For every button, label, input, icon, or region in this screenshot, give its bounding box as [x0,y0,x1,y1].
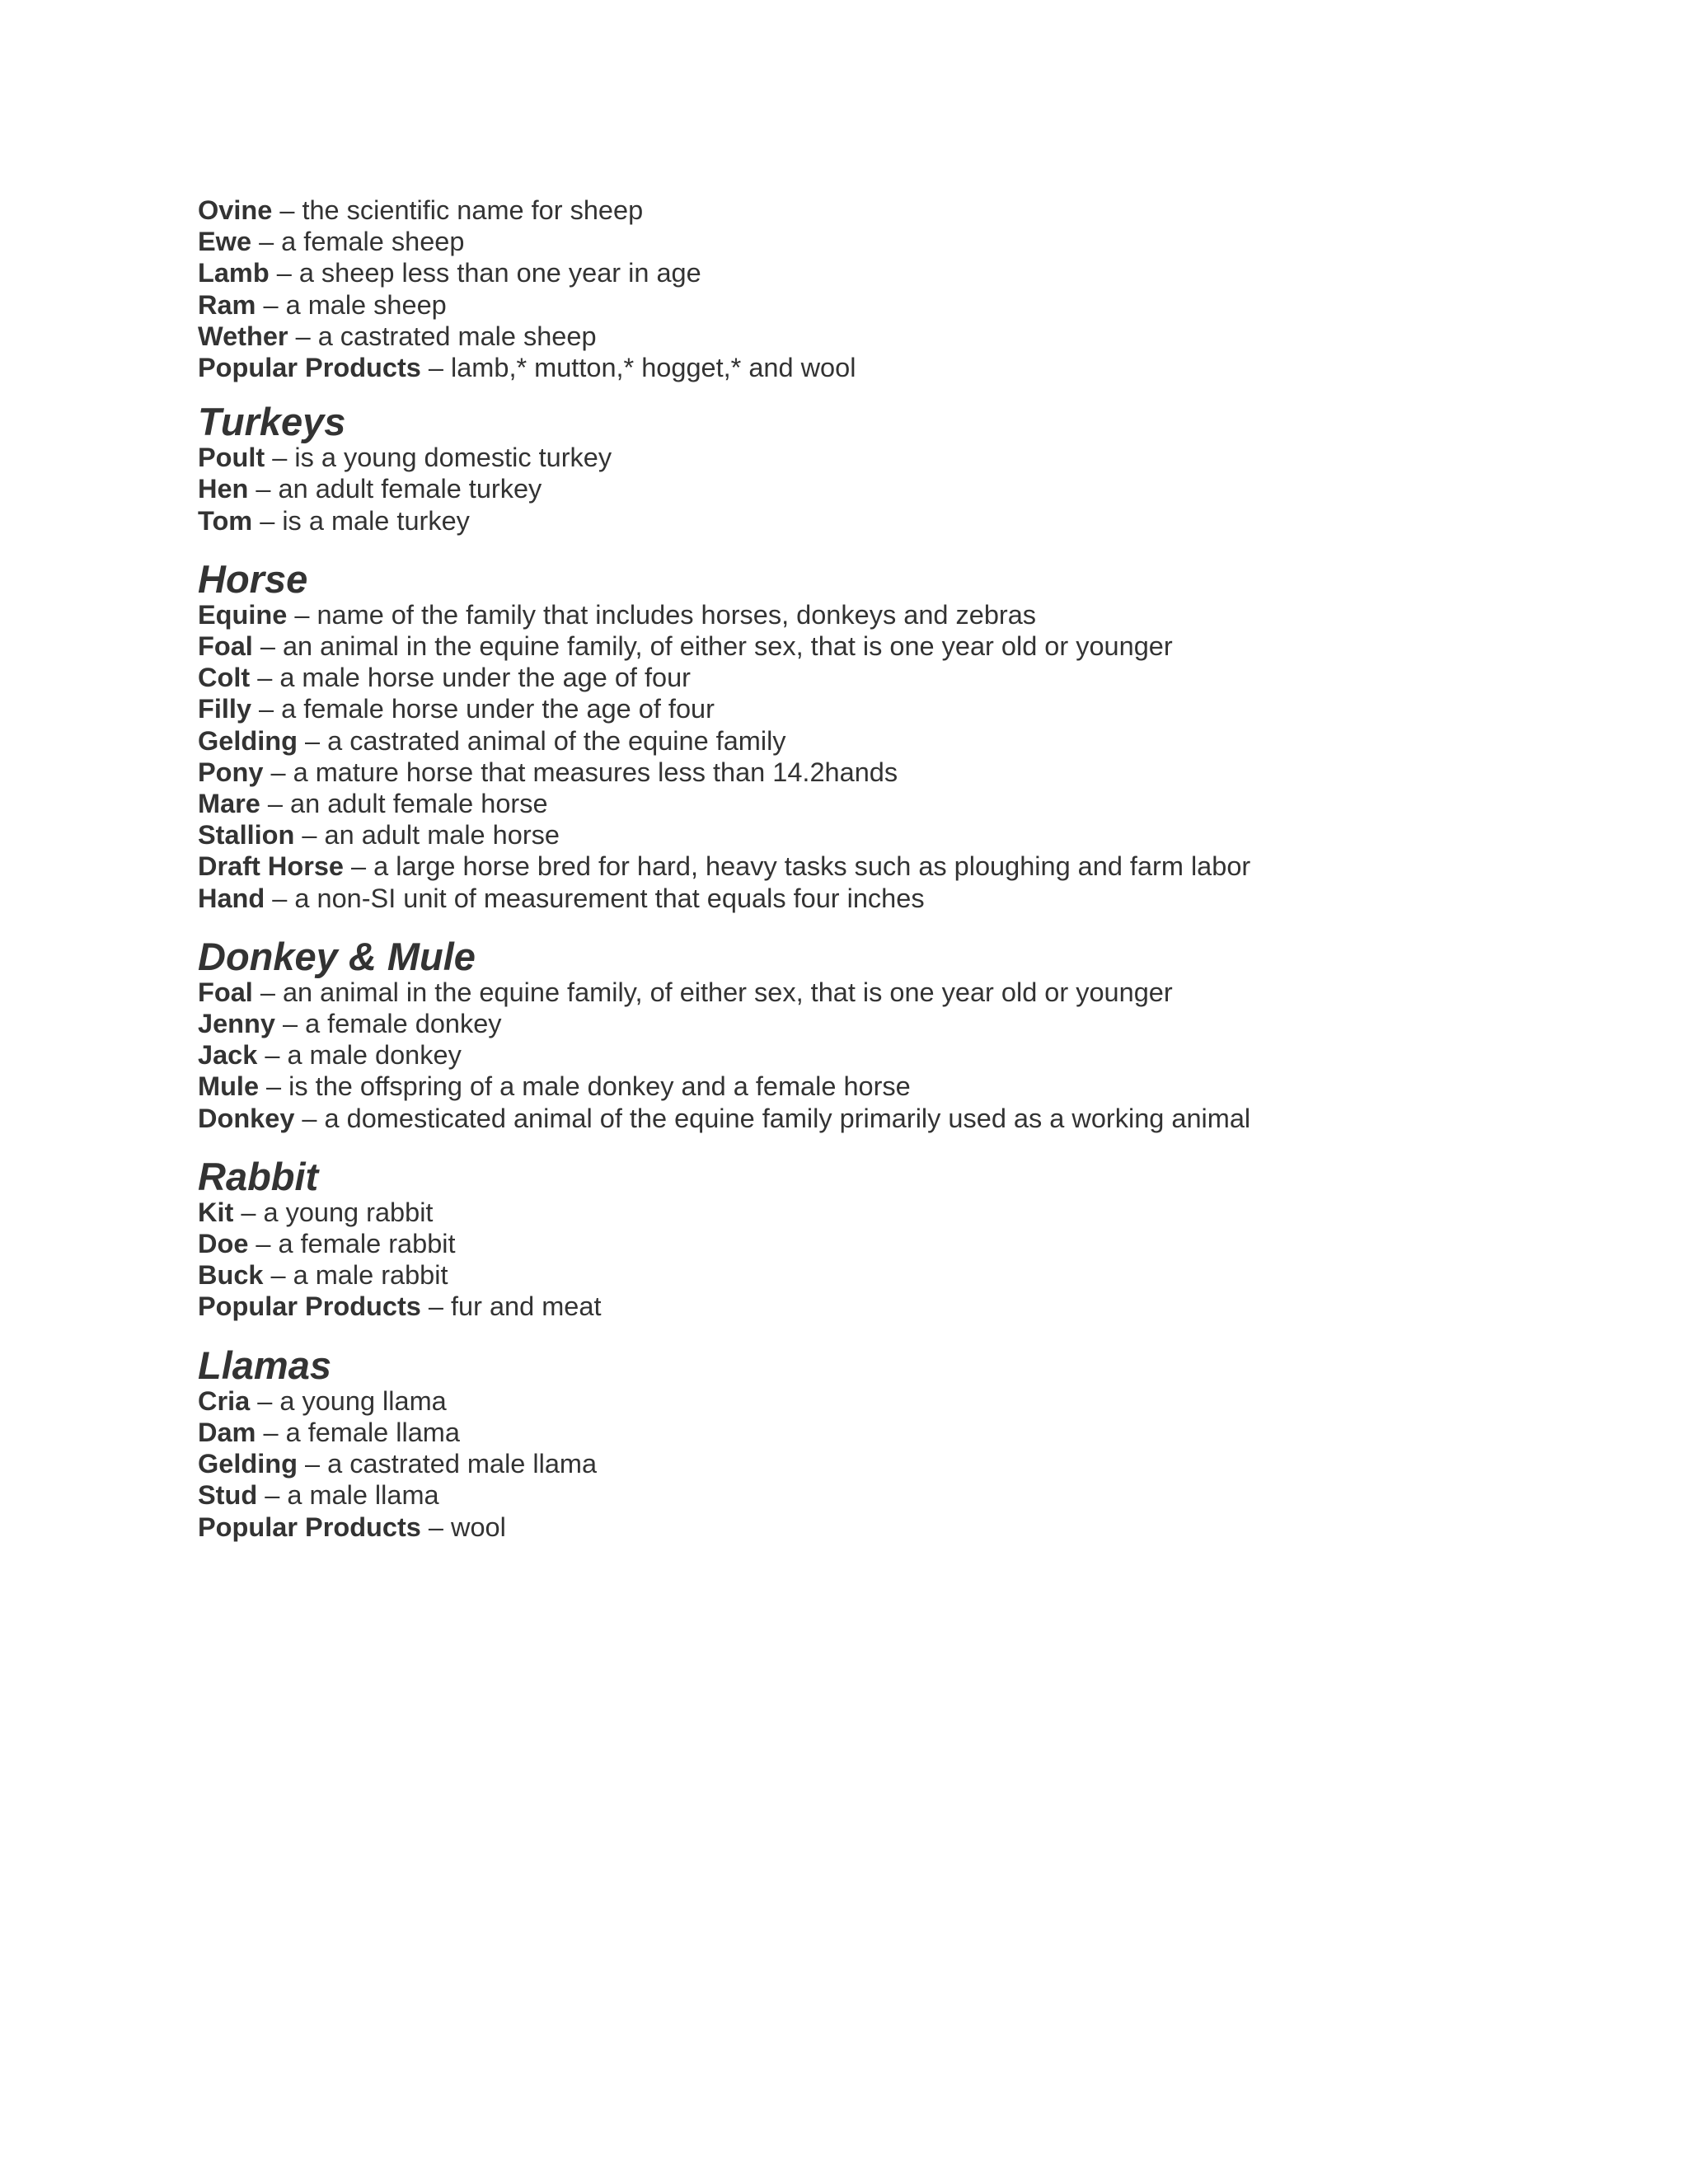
definition: – lamb,* mutton,* hogget,* and wool [420,353,856,383]
term-line [198,1511,1517,1543]
definition: – a female horse under the age of four [251,694,715,724]
term-line [198,505,1517,537]
term-line [198,321,1517,352]
term: Popular Products [198,353,421,383]
term-line [198,599,1517,630]
definition: – an animal in the equine family, of either sex, that is one year old or younger [252,977,1173,1007]
term: Donkey [198,1103,295,1133]
term-line [198,442,1517,473]
section-llamas [198,1343,1517,1543]
term: Popular Products [198,1291,421,1322]
definition: – a male sheep [256,289,447,320]
sheep-terms [198,194,1517,383]
section-heading: Llamas [198,1343,331,1387]
term-line [198,1008,1517,1039]
term: Gelding [198,1449,298,1479]
term: Doe [198,1229,249,1259]
term: Popular Products [198,1511,421,1542]
term-line [198,851,1517,882]
definition: – an animal in the equine family, of either sex, that is one year old or younger [252,631,1173,662]
term-line [198,977,1517,1008]
term-line [198,1385,1517,1417]
definition: – a mature horse that measures less than 14.2hands [263,757,898,787]
definition: – an adult female horse [260,789,548,819]
term-line [198,226,1517,257]
section-heading: Turkeys [198,400,346,444]
term: Ewe [198,227,252,257]
term: Tom [198,505,253,536]
section-heading: Donkey & Mule [198,934,476,978]
definition: – name of the family that includes horses, donkeys and zebras [287,599,1037,630]
definition: – fur and meat [420,1291,602,1322]
term: Foal [198,977,253,1007]
term: Dam [198,1417,256,1447]
definition: – an adult male horse [294,820,560,851]
section-donkey-mule [198,934,1517,1134]
term-line [198,725,1517,757]
term: Foal [198,631,253,662]
term: Mule [198,1071,260,1102]
term-line [198,1417,1517,1448]
definition: – a sheep less than one year in age [269,258,701,288]
definition: – a female llama [256,1417,460,1447]
term-line [198,693,1517,724]
definition: – an adult female turkey [248,474,542,504]
term-line [198,1228,1517,1259]
definition: – the scientific name for sheep [272,195,644,225]
definition: – is the offspring of a male donkey and a female horse [259,1071,911,1102]
term: Cria [198,1385,251,1416]
term-line [198,630,1517,662]
term-line [198,662,1517,693]
term-line [198,1479,1517,1511]
term: Hen [198,474,249,504]
section-heading: Rabbit [198,1154,319,1198]
term: Kit [198,1197,234,1227]
definition: – a castrated male llama [297,1449,598,1479]
definition: – a male rabbit [263,1260,448,1291]
section-rabbit [198,1154,1517,1323]
definition: – a non-SI unit of measurement that equals four inches [265,883,925,913]
section-heading: Horse [198,556,308,601]
term-line [198,257,1517,288]
term: Ram [198,289,256,320]
term: Jack [198,1040,258,1071]
definition: – a male llama [257,1480,439,1511]
definition: – a young rabbit [233,1197,434,1227]
definition: – a domesticated animal of the equine family primarily used as a working animal [294,1103,1251,1133]
section-horse [198,556,1517,914]
term: Gelding [198,725,298,756]
term-line [198,757,1517,788]
definition: – a large horse bred for hard, heavy tasks such as ploughing and farm labor [344,851,1251,882]
term-line [198,1103,1517,1134]
term: Pony [198,757,264,787]
term: Mare [198,789,260,819]
definition: – a young llama [250,1385,447,1416]
definition: – a female rabbit [248,1229,456,1259]
term-line [198,819,1517,851]
term: Ovine [198,195,273,225]
section-turkeys [198,402,1517,537]
definition: – a castrated animal of the equine family [297,725,786,756]
term: Draft Horse [198,851,344,882]
definition: – a castrated male sheep [288,321,597,351]
term-line [198,1071,1517,1102]
term-line [198,289,1517,321]
term: Buck [198,1260,264,1291]
term-line [198,1448,1517,1479]
term: Jenny [198,1009,275,1039]
term: Wether [198,321,288,351]
definition: – a female donkey [274,1009,502,1039]
term: Filly [198,694,252,724]
term-line [198,352,1517,383]
term: Stallion [198,820,295,851]
term-line [198,1197,1517,1228]
term-line [198,1259,1517,1291]
term-line [198,1039,1517,1071]
definition: – a male donkey [257,1040,462,1071]
term: Equine [198,599,288,630]
term-line [198,194,1517,226]
term-line [198,1291,1517,1322]
definition: – is a young domestic turkey [265,443,612,473]
term: Colt [198,663,251,693]
definition: – is a male turkey [252,505,470,536]
term: Hand [198,883,265,913]
term-line [198,788,1517,819]
definition: – a female sheep [251,227,465,257]
definition: – a male horse under the age of four [250,663,691,693]
term: Lamb [198,258,270,288]
definition: – wool [420,1511,506,1542]
term-line [198,473,1517,504]
term: Poult [198,443,265,473]
term: Stud [198,1480,258,1511]
term-line [198,883,1517,914]
document-page [198,194,1517,1543]
